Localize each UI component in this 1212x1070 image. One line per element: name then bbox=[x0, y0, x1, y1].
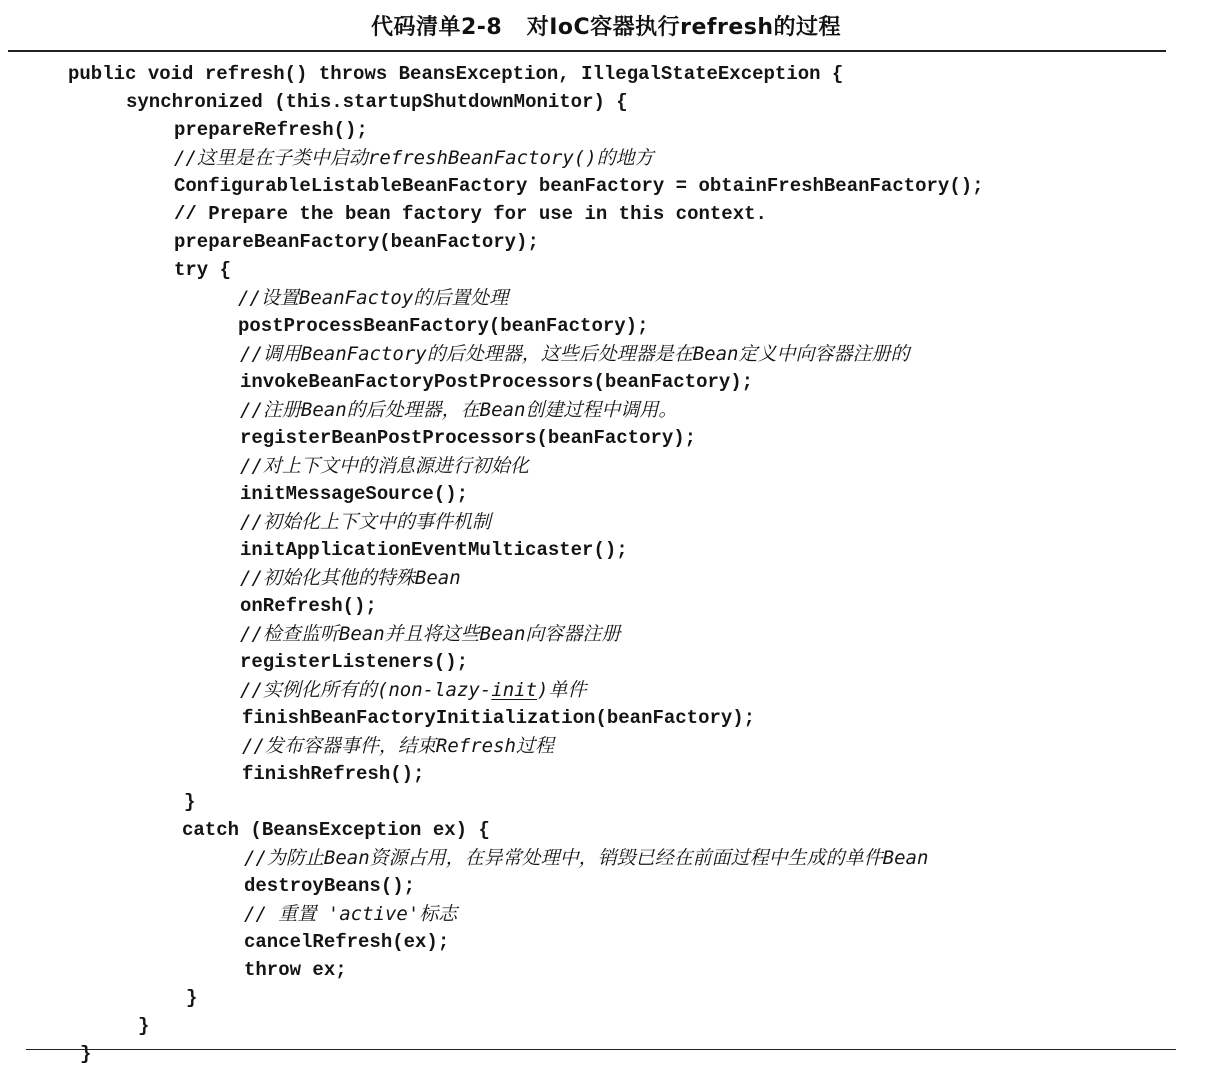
code-line: } bbox=[186, 987, 198, 1009]
code-comment: //检查监听Bean并且将这些Bean向容器注册 bbox=[240, 623, 621, 645]
code-line: initApplicationEventMulticaster(); bbox=[240, 539, 628, 561]
code-line: prepareBeanFactory(beanFactory); bbox=[174, 231, 539, 253]
code-line: } bbox=[184, 791, 196, 813]
top-rule bbox=[8, 50, 1166, 52]
code-comment: // 重置 'active'标志 bbox=[244, 903, 458, 925]
code-line: } bbox=[138, 1015, 150, 1037]
code-line: ConfigurableListableBeanFactory beanFactory = obtainFreshBeanFactory(); bbox=[174, 175, 984, 197]
underlined-token: init bbox=[491, 679, 538, 701]
code-line: finishBeanFactoryInitialization(beanFactory); bbox=[242, 707, 756, 729]
code-line: registerListeners(); bbox=[240, 651, 469, 673]
code-comment: //实例化所有的(non-lazy-init)单件 bbox=[240, 679, 587, 701]
code-comment: //这里是在子类中启动refreshBeanFactory()的地方 bbox=[174, 147, 654, 169]
code-line: prepareRefresh(); bbox=[174, 119, 368, 141]
code-listing bbox=[0, 60, 1212, 1065]
code-line: invokeBeanFactoryPostProcessors(beanFactory); bbox=[240, 371, 754, 393]
code-line: throw ex; bbox=[244, 959, 347, 981]
code-comment: //发布容器事件，结束Refresh过程 bbox=[242, 735, 554, 757]
code-line: catch (BeansException ex) { bbox=[182, 819, 490, 841]
code-line: synchronized (this.startupShutdownMonitor) { bbox=[126, 91, 628, 113]
code-line: destroyBeans(); bbox=[244, 875, 416, 897]
code-comment: //设置BeanFactoy的后置处理 bbox=[238, 287, 509, 309]
code-line: initMessageSource(); bbox=[240, 483, 469, 505]
code-line: postProcessBeanFactory(beanFactory); bbox=[238, 315, 649, 337]
code-line: public void refresh() throws BeansException, IllegalStateException { bbox=[68, 63, 844, 85]
code-line: try { bbox=[174, 259, 232, 281]
code-line: onRefresh(); bbox=[240, 595, 377, 617]
code-comment: //初始化上下文中的事件机制 bbox=[240, 511, 491, 533]
code-comment: //对上下文中的消息源进行初始化 bbox=[240, 455, 529, 477]
code-comment: //注册Bean的后处理器，在Bean创建过程中调用。 bbox=[240, 399, 678, 421]
bottom-rule bbox=[26, 1049, 1176, 1050]
code-line: } bbox=[80, 1043, 92, 1065]
code-comment: //为防止Bean资源占用，在异常处理中，销毁已经在前面过程中生成的单件Bean bbox=[244, 847, 929, 869]
code-line: registerBeanPostProcessors(beanFactory); bbox=[240, 427, 697, 449]
code-comment: // Prepare the bean factory for use in this context. bbox=[174, 203, 767, 225]
code-line: cancelRefresh(ex); bbox=[244, 931, 450, 953]
code-line: finishRefresh(); bbox=[242, 763, 425, 785]
listing-title: 代码清单2-8 对IoC容器执行refresh的过程 bbox=[370, 15, 842, 40]
code-comment: //初始化其他的特殊Bean bbox=[240, 567, 461, 589]
code-comment: //调用BeanFactory的后处理器，这些后处理器是在Bean定义中向容器注册的 bbox=[240, 343, 910, 365]
